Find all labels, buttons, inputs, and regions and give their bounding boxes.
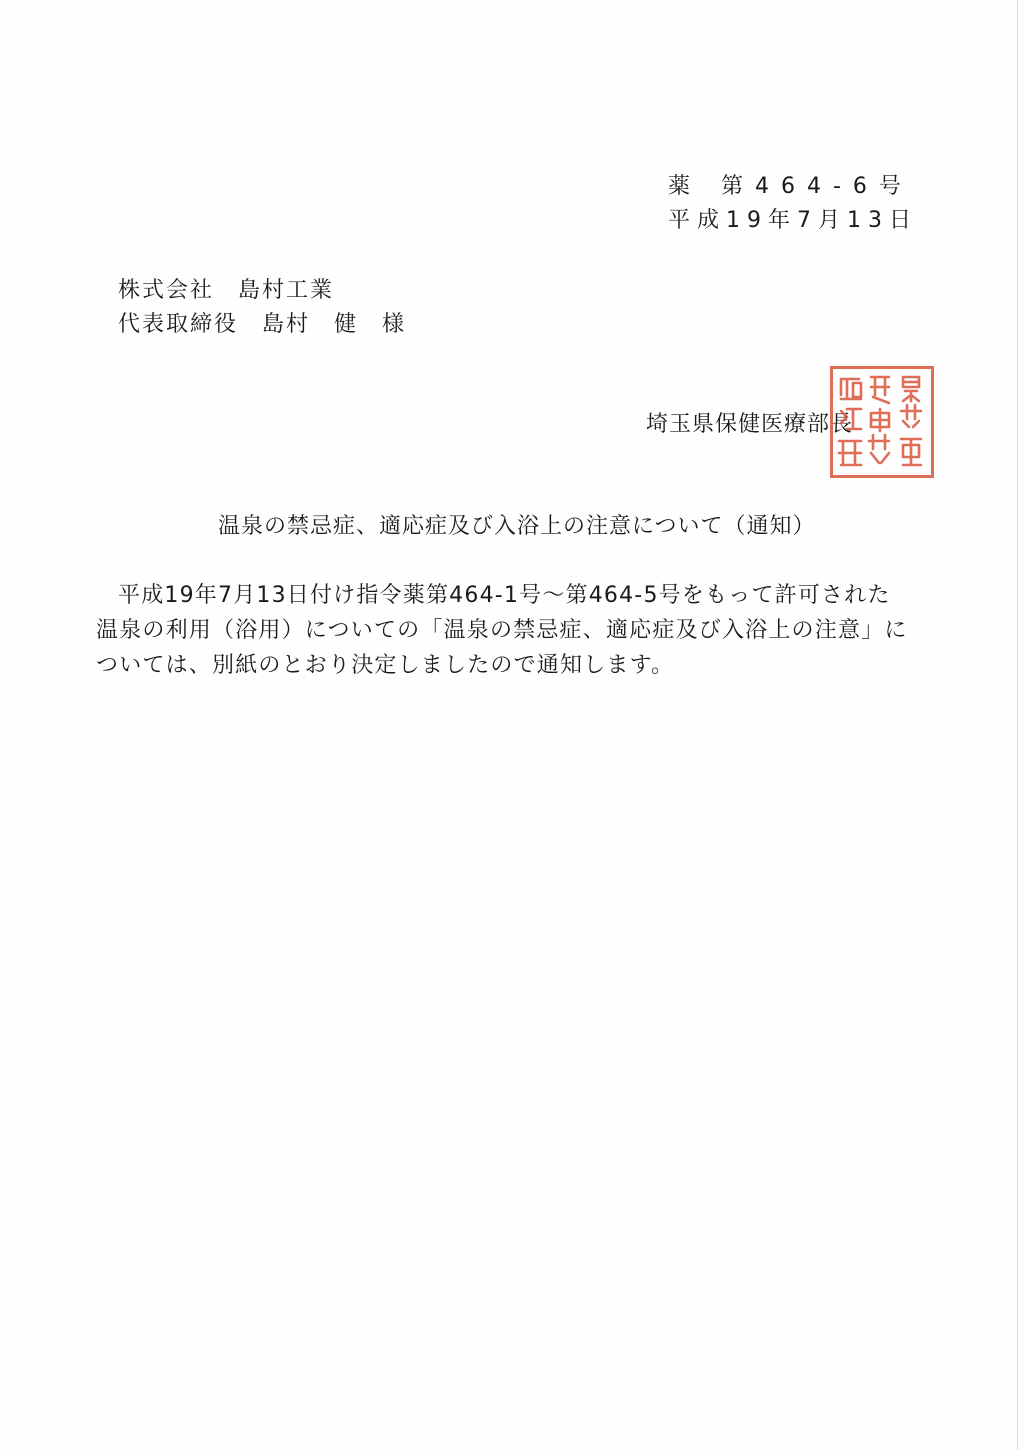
document-number: 薬 第464-6号 [668,174,913,199]
document-subject-title: 温泉の禁忌症、適応症及び入浴上の注意について（通知） [218,514,816,539]
scan-edge-divider [1017,0,1018,1450]
recipient-person: 代表取締役 島村 健 様 [118,312,407,337]
document-date: 平成19年7月13日 [668,208,918,233]
issuer-title: 埼玉県保健医療部長 [646,412,854,437]
recipient-company: 株式会社 島村工業 [118,278,335,303]
seal-stamp-icon [833,369,931,475]
official-seal-stamp [830,366,934,478]
body-paragraph: 平成19年7月13日付け指令薬第464-1号～第464-5号をもって許可された温泉の利用（浴用）についての「温泉の禁忌症、適応症及び入浴上の注意」については、別紙のとおり決定しましたので通知します。 [96,583,908,678]
